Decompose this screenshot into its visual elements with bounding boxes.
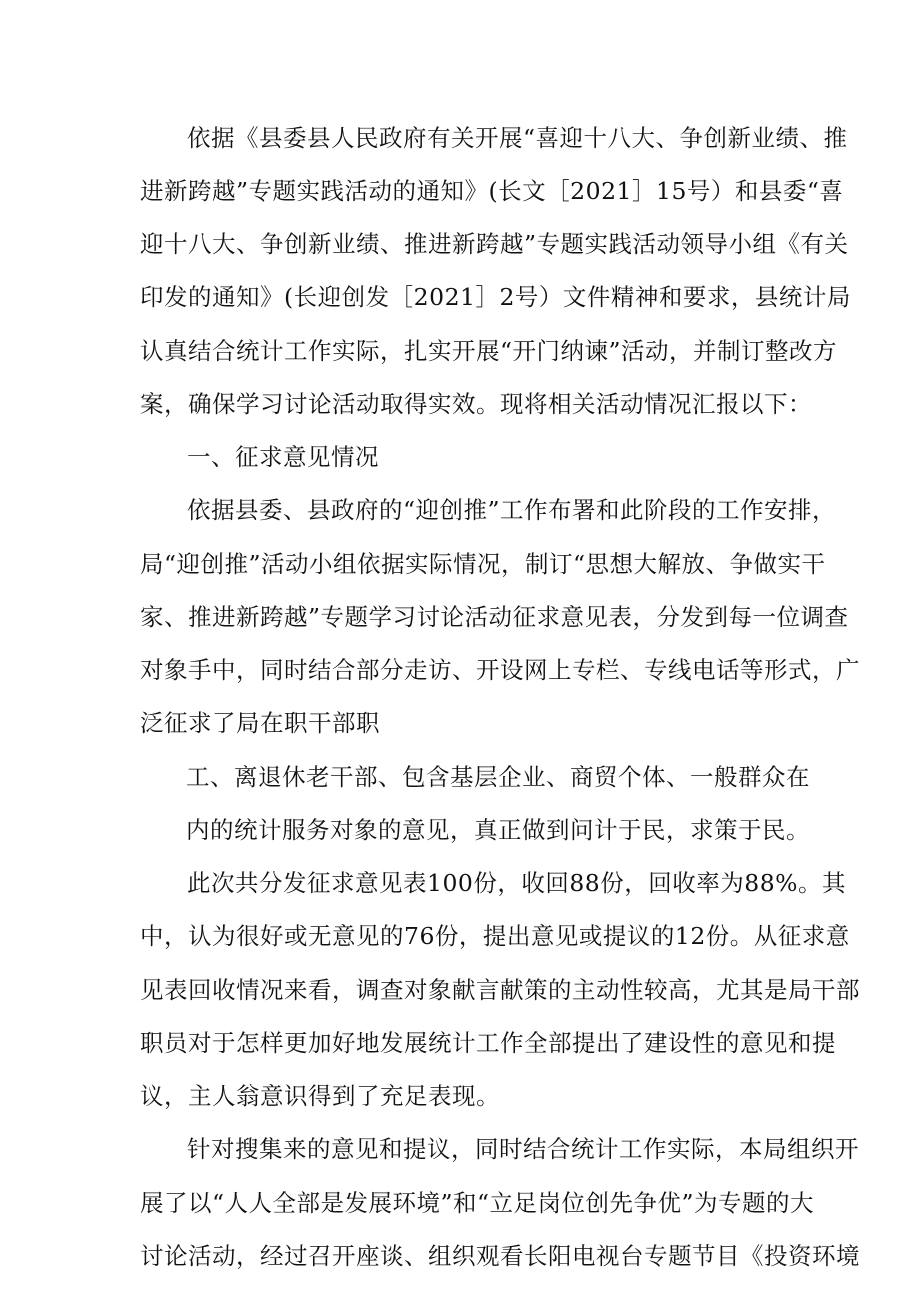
- paragraph-line: 进新跨越”专题实践活动的通知》(长文［2021］15号）和县委“喜: [140, 177, 844, 205]
- paragraph-line: 依据《县委县人民政府有关开展“喜迎十八大、争创新业绩、推: [187, 124, 848, 152]
- paragraph-line: 讨论活动，经过召开座谈、组织观看长阳电视台专题节目《投资环境: [140, 1242, 860, 1270]
- paragraph-line: 中，认为很好或无意见的76份，提出意见或提议的12份。从征求意: [140, 922, 850, 950]
- paragraph-line: 针对搜集来的意见和提议，同时结合统计工作实际，本局组织开: [187, 1135, 859, 1163]
- paragraph-line: 展了以“人人全部是发展环境”和“立足岗位创先争优”为专题的大: [140, 1189, 815, 1217]
- paragraph-line: 议，主人翁意识得到了充足表现。: [140, 1082, 500, 1110]
- paragraph-line: 局“迎创推”活动小组依据实际情况，制订“思想大解放、争做实干: [140, 550, 826, 578]
- paragraph-line: 见表回收情况来看，调查对象献言献策的主动性较高，尤其是局干部: [140, 976, 860, 1004]
- paragraph-line: 案，确保学习讨论活动取得实效。现将相关活动情况汇报以下：: [140, 390, 812, 418]
- paragraph-line: 工、离退休老干部、包含基层企业、商贸个体、一般群众在: [186, 763, 810, 791]
- paragraph-line: 此次共分发征求意见表100份，收回88份，回收率为88%。其: [187, 869, 846, 897]
- paragraph-line: 依据县委、县政府的“迎创推”工作布署和此阶段的工作安排，: [187, 496, 837, 524]
- paragraph-line: 内的统计服务对象的意见，真正做到问计于民，求策于民。: [186, 816, 810, 844]
- paragraph-line: 认真结合统计工作实际，扎实开展“开门纳谏”活动，并制订整改方: [140, 337, 838, 365]
- paragraph-line: 对象手中，同时结合部分走访、开设网上专栏、专线电话等形式，广: [140, 656, 860, 684]
- section-heading: 一、征求意见情况: [187, 443, 379, 471]
- paragraph-line: 迎十八大、争创新业绩、推进新跨越”专题实践活动领导小组《有关: [140, 230, 849, 258]
- paragraph-line: 泛征求了局在职干部职: [140, 709, 380, 737]
- paragraph-line: 印发的通知》(长迎创发［2021］2号）文件精神和要求，县统计局: [140, 283, 851, 311]
- paragraph-line: 职员对于怎样更加好地发展统计工作全部提出了建设性的意见和提: [140, 1029, 836, 1057]
- paragraph-line: 家、推进新跨越”专题学习讨论活动征求意见表，分发到每一位调查: [140, 603, 849, 631]
